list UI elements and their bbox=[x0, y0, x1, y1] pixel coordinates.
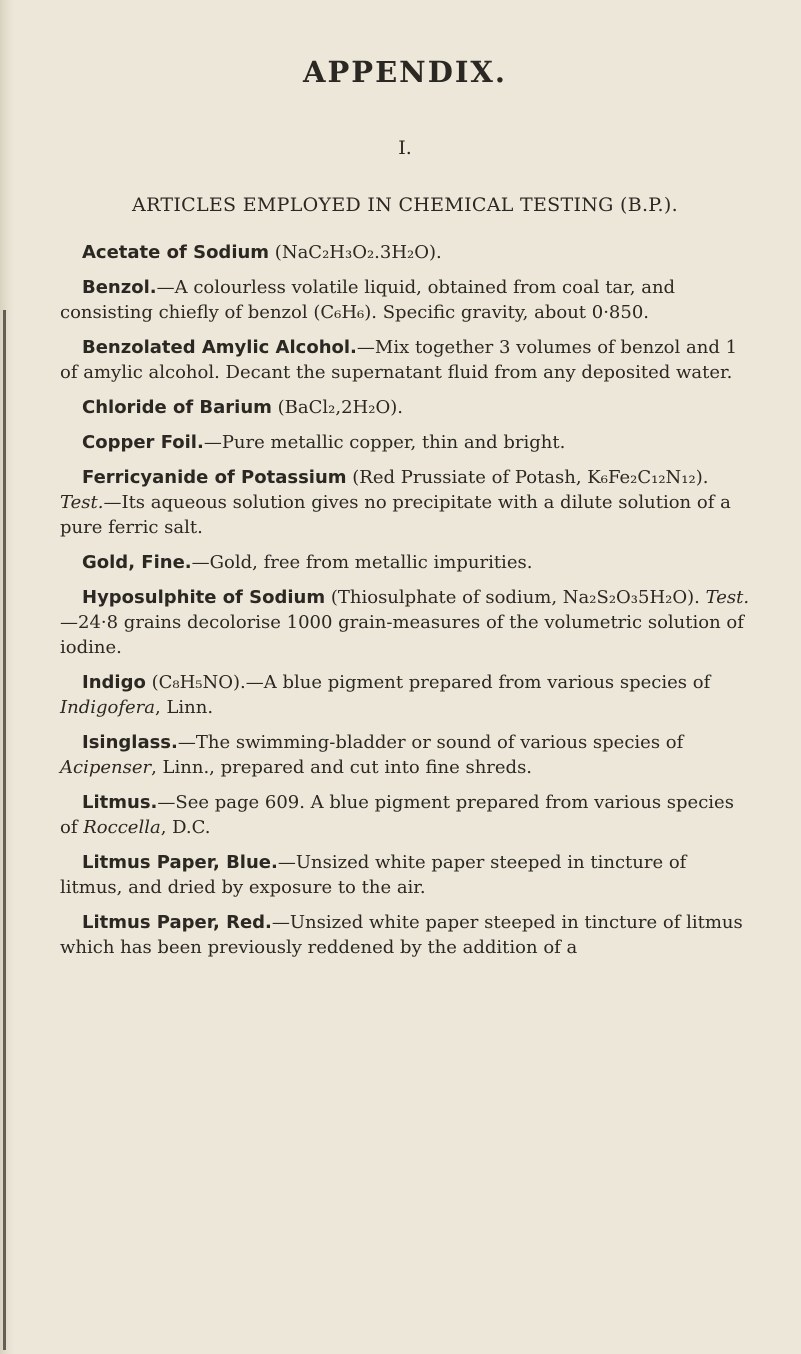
page-content bbox=[60, 52, 750, 970]
entry-term: Ferricyanide of Potassium bbox=[82, 467, 347, 488]
entry-tail: , Linn., prepared and cut into fine shreds. bbox=[151, 757, 533, 778]
entry-term: Gold, Fine. bbox=[82, 552, 192, 573]
entry-text: —Mix together 3 volumes of benzol and 1 of amylic alcohol. Decant the supernatant fluid from any deposited water. bbox=[60, 337, 738, 383]
entry-isinglass bbox=[60, 730, 750, 780]
section-title: ARTICLES EMPLOYED IN CHEMICAL TESTING (B.P.). bbox=[132, 194, 678, 216]
entry-benzolated-amylic-alcohol bbox=[60, 335, 750, 385]
test-label: Test. bbox=[705, 587, 750, 608]
entry-text: —Its aqueous solution gives no precipitate with a dilute solution of a pure ferric salt. bbox=[60, 492, 731, 538]
test-label: Test. bbox=[60, 492, 104, 513]
entry-litmus bbox=[60, 790, 750, 840]
section-number: I. bbox=[398, 137, 412, 159]
entry-formula: (Thiosulphate of sodium, Na₂S₂O₃5H₂O). bbox=[330, 587, 700, 608]
entry-term: Benzol. bbox=[82, 277, 157, 298]
entry-indigo bbox=[60, 670, 750, 720]
entry-litmus-paper-blue bbox=[60, 850, 750, 900]
entry-chloride-of-barium bbox=[60, 395, 750, 420]
page-heading: APPENDIX. bbox=[302, 55, 508, 89]
entry-term: Litmus. bbox=[82, 792, 158, 813]
entry-text: —Gold, free from metallic impurities. bbox=[191, 552, 533, 573]
entry-list bbox=[60, 240, 750, 960]
entry-term: Litmus Paper, Blue. bbox=[82, 852, 278, 873]
entry-acetate-of-sodium bbox=[60, 240, 750, 265]
binding-edge bbox=[3, 310, 6, 1350]
entry-text: —Unsized white paper steeped in tincture of litmus which has been previously reddened by the addition of a bbox=[60, 912, 743, 958]
entry-text: —A colourless volatile liquid, obtained from coal tar, and consisting chiefly of benzol (C₆H₆). Specific gravity, about 0·850. bbox=[60, 277, 676, 323]
entry-gold-fine bbox=[60, 550, 750, 575]
entry-litmus-paper-red bbox=[60, 910, 750, 960]
entry-formula: (BaCl₂,2H₂O). bbox=[277, 397, 403, 418]
entry-text: —Unsized white paper steeped in tincture of litmus, and dried by exposure to the air. bbox=[60, 852, 687, 898]
entry-term: Hyposulphite of Sodium bbox=[82, 587, 326, 608]
entry-tail: , D.C. bbox=[160, 817, 211, 838]
entry-term: Isinglass. bbox=[82, 732, 178, 753]
entry-formula: (C₈H₅NO). bbox=[151, 672, 246, 693]
entry-tail: , Linn. bbox=[155, 697, 214, 718]
entry-term: Acetate of Sodium bbox=[82, 242, 270, 263]
entry-term: Benzolated Amylic Alcohol. bbox=[82, 337, 357, 358]
genus-name: Indigofera bbox=[60, 697, 155, 718]
genus-name: Roccella bbox=[83, 817, 161, 838]
genus-name: Acipenser bbox=[60, 757, 152, 778]
entry-copper-foil bbox=[60, 430, 750, 455]
entry-term: Litmus Paper, Red. bbox=[82, 912, 272, 933]
entry-text: —The swimming-bladder or sound of various species of bbox=[177, 732, 684, 753]
entry-ferricyanide-of-potassium bbox=[60, 465, 750, 540]
entry-term: Indigo bbox=[82, 672, 146, 693]
entry-formula: (Red Prussiate of Potash, K₆Fe₂C₁₂N₁₂). bbox=[352, 467, 709, 488]
entry-term: Copper Foil. bbox=[82, 432, 204, 453]
entry-term: Chloride of Barium bbox=[82, 397, 272, 418]
entry-text: —Pure metallic copper, thin and bright. bbox=[203, 432, 566, 453]
entry-text: —See page 609. A blue pigment prepared from various species of bbox=[60, 792, 734, 838]
entry-formula: (NaC₂H₃O₂.3H₂O). bbox=[274, 242, 442, 263]
entry-text: —24·8 grains decolorise 1000 grain-measures of the volumetric solution of iodine. bbox=[60, 612, 744, 658]
entry-hyposulphite-of-sodium bbox=[60, 585, 750, 660]
entry-benzol bbox=[60, 275, 750, 325]
entry-text: —A blue pigment prepared from various species of bbox=[245, 672, 711, 693]
